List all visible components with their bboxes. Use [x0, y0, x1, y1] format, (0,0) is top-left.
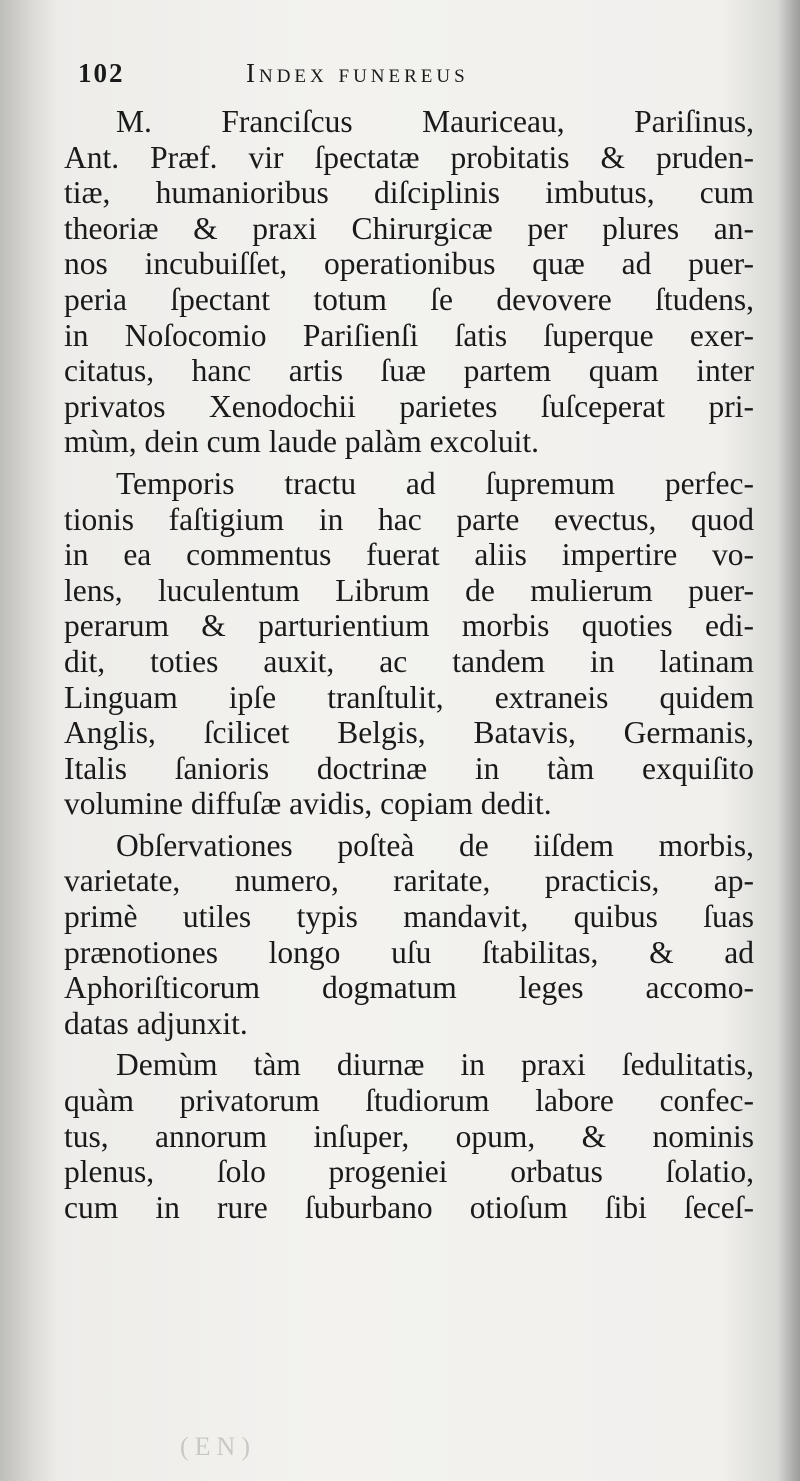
text-line: tionis faſtigium in hac parte evectus, quod — [64, 501, 754, 537]
text-line: dit, toties auxit, ac tandem in latinam — [64, 643, 754, 679]
running-title: Index funereus — [246, 58, 469, 88]
body-text — [64, 104, 754, 1225]
text-line: volumine diffuſæ avidis, copiam dedit. — [64, 786, 552, 822]
page-number: 102 — [78, 58, 125, 88]
text-line: Anglis, ſcilicet Belgis, Batavis, Germanis, — [64, 715, 754, 751]
text-line: plenus, ſolo progeniei orbatus ſolatio, — [64, 1154, 754, 1190]
text-line: M. Franciſcus Mauriceau, Pariſinus, — [116, 104, 754, 139]
paragraph — [64, 466, 754, 822]
text-line: nos incubuiſſet, operationibus quæ ad puer- — [64, 246, 754, 282]
page-gutter-shadow — [0, 0, 58, 1481]
bleed-through-text: (EN) — [180, 1432, 256, 1461]
text-line: theoriæ & praxi Chirurgicæ per plures an- — [64, 210, 754, 246]
paragraph — [64, 828, 754, 1042]
text-line: varietate, numero, raritate, practicis, ap- — [64, 863, 754, 899]
text-line: privatos Xenodochii parietes ſuſceperat pri- — [64, 388, 754, 424]
text-line: primè utiles typis mandavit, quibus ſuas — [64, 899, 754, 935]
text-line: tiæ, humanioribus diſciplinis imbutus, cum — [64, 175, 754, 211]
text-line: datas adjunxit. — [64, 1005, 248, 1041]
text-line: Demùm tàm diurnæ in praxi ſedulitatis, — [116, 1047, 754, 1083]
paragraph — [64, 1047, 754, 1225]
text-line: Ant. Præf. vir ſpectatæ probitatis & pruden- — [64, 139, 754, 175]
paragraph — [64, 104, 754, 460]
text-line: in ea commentus fuerat aliis impertire vo- — [64, 537, 754, 573]
text-line: tus, annorum inſuper, opum, & nominis — [64, 1118, 754, 1154]
text-line: Obſervationes poſteà de iiſdem morbis, — [116, 827, 754, 863]
text-line: perarum & parturientium morbis quoties edi- — [64, 608, 754, 644]
text-line: quàm privatorum ſtudiorum labore confec- — [64, 1083, 754, 1119]
text-line: citatus, hanc artis ſuæ partem quam inter — [64, 353, 754, 389]
text-line: Linguam ipſe tranſtulit, extraneis quidem — [64, 679, 754, 715]
text-line: Temporis tractu ad ſupremum perfec- — [116, 465, 754, 501]
running-header — [78, 58, 638, 89]
text-line: in Noſocomio Pariſienſi ſatis ſuperque exer- — [64, 317, 754, 353]
text-line: cum in rure ſuburbano otioſum ſibi ſeceſ- — [64, 1189, 754, 1225]
text-line: Italis ſanioris doctrinæ in tàm exquiſito — [64, 750, 754, 786]
text-line: lens, luculentum Librum de mulierum puer- — [64, 572, 754, 608]
text-line: Aphoriſticorum dogmatum leges accomo- — [64, 970, 754, 1006]
text-line: mùm, dein cum laude palàm excoluit. — [64, 424, 539, 460]
text-line: peria ſpectant totum ſe devovere ſtudens, — [64, 281, 754, 317]
page-edge-shadow — [778, 0, 800, 1481]
text-line: prænotiones longo uſu ſtabilitas, & ad — [64, 934, 754, 970]
